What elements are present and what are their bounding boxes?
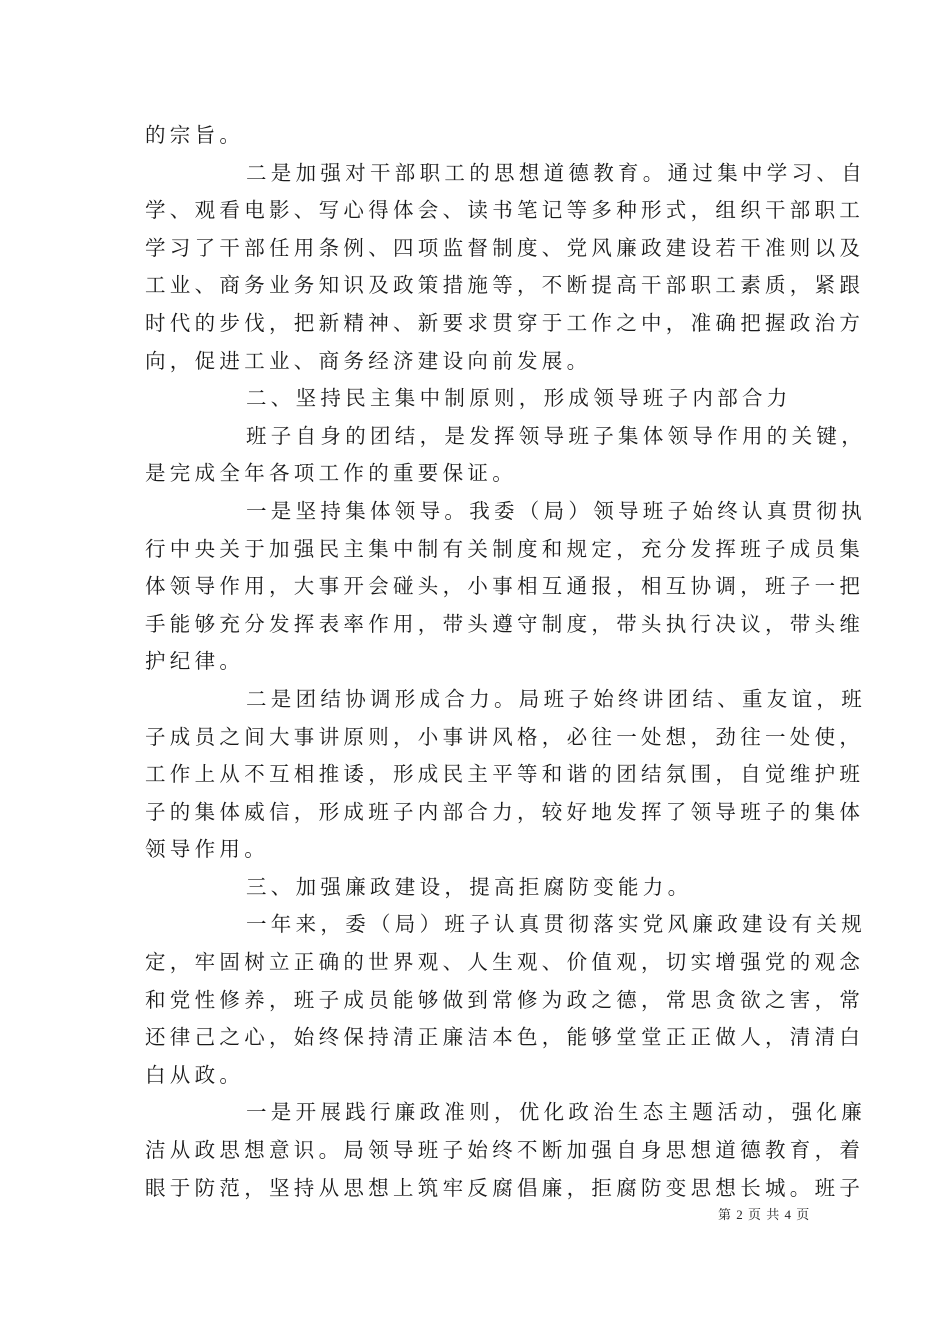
paragraph-first-line: 班子自身的团结，是发挥领导班子集体领导作用的关键， bbox=[246, 423, 866, 448]
text-line: 时代的步伐，把新精神、新要求贯穿于工作之中，准确把握政治方 bbox=[145, 310, 865, 335]
text-line: 眼于防范，坚持从思想上筑牢反腐倡廉，拒腐防变思想长城。班子 bbox=[145, 1175, 865, 1200]
text-line: 子的集体威信，形成班子内部合力，较好地发挥了领导班子的集体 bbox=[145, 799, 865, 824]
text-line: 子成员之间大事讲原则，小事讲风格，必往一处想，劲往一处使， bbox=[145, 724, 865, 749]
text-line: 定，牢固树立正确的世界观、人生观、价值观，切实增强党的观念 bbox=[145, 950, 865, 975]
paragraph-first-line: 一是坚持集体领导。我委（局）领导班子始终认真贯彻执 bbox=[246, 498, 866, 523]
text-line: 是完成全年各项工作的重要保证。 bbox=[145, 461, 517, 486]
text-line: 白从政。 bbox=[145, 1062, 245, 1087]
document-body bbox=[145, 117, 866, 1207]
paragraph-first-line: 二、坚持民主集中制原则，形成领导班子内部合力 bbox=[246, 386, 792, 411]
text-line: 工业、商务业务知识及政策措施等，不断提高干部职工素质，紧跟 bbox=[145, 273, 865, 298]
text-line: 护纪律。 bbox=[145, 649, 245, 674]
text-line: 和党性修养，班子成员能够做到常修为政之德，常思贪欲之害，常 bbox=[145, 987, 865, 1012]
text-line: 的宗旨。 bbox=[145, 123, 245, 147]
page-number-footer: 第 2 页 共 4 页 bbox=[718, 1207, 811, 1222]
paragraph-first-line: 三、加强廉政建设，提高拒腐防变能力。 bbox=[246, 874, 693, 899]
paragraph-first-line: 二是团结协调形成合力。局班子始终讲团结、重友谊，班 bbox=[246, 686, 866, 711]
text-line: 行中央关于加强民主集中制有关制度和规定，充分发挥班子成员集 bbox=[145, 536, 865, 561]
text-line: 手能够充分发挥表率作用，带头遵守制度，带头执行决议，带头维 bbox=[145, 611, 865, 636]
text-line: 体领导作用，大事开会碰头，小事相互通报，相互协调，班子一把 bbox=[145, 574, 865, 599]
text-line: 洁从政思想意识。局领导班子始终不断加强自身思想道德教育，着 bbox=[145, 1138, 865, 1163]
paragraph-first-line: 二是加强对干部职工的思想道德教育。通过集中学习、自 bbox=[246, 160, 866, 185]
text-line: 工作上从不互相推诿，形成民主平等和谐的团结氛围，自觉维护班 bbox=[145, 762, 865, 787]
paragraph-first-line: 一年来，委（局）班子认真贯彻落实党风廉政建设有关规 bbox=[246, 912, 866, 937]
text-line: 学习了干部任用条例、四项监督制度、党风廉政建设若干准则以及 bbox=[145, 235, 865, 260]
text-line: 学、观看电影、写心得体会、读书笔记等多种形式，组织干部职工 bbox=[145, 198, 865, 223]
paragraph-first-line: 一是开展践行廉政准则，优化政治生态主题活动，强化廉 bbox=[246, 1100, 866, 1125]
text-line: 还律己之心，始终保持清正廉洁本色，能够堂堂正正做人，清清白 bbox=[145, 1025, 865, 1050]
text-line: 领导作用。 bbox=[145, 837, 269, 862]
text-line: 向，促进工业、商务经济建设向前发展。 bbox=[145, 348, 592, 373]
